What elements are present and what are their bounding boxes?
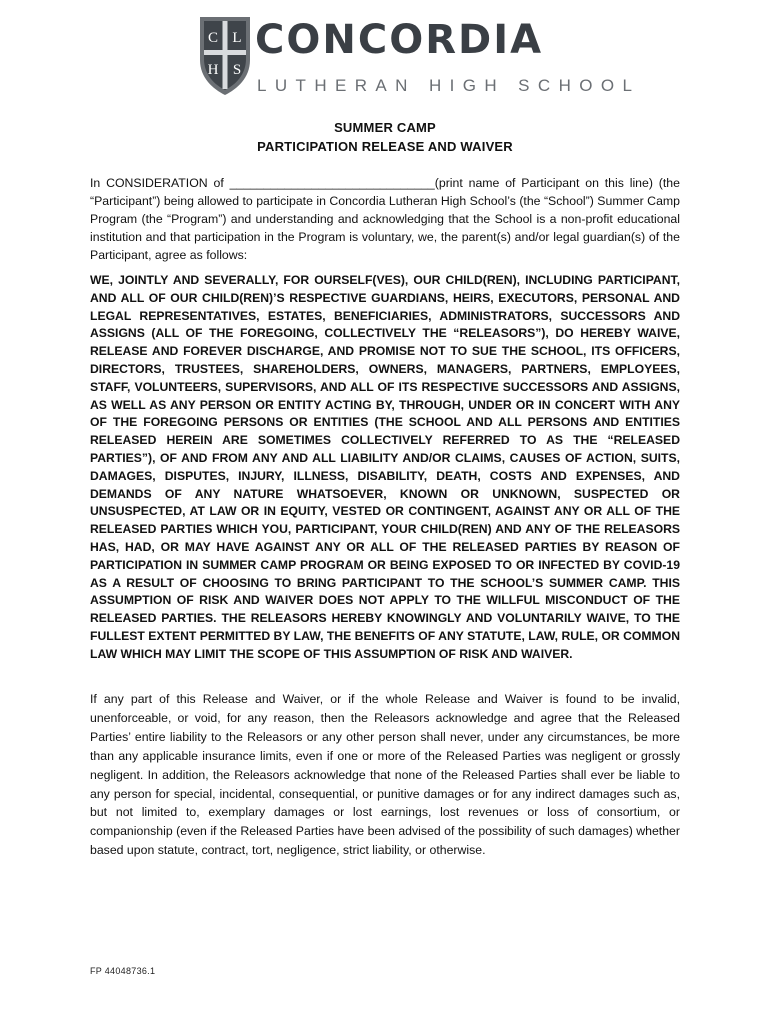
release-paragraph: WE, JOINTLY AND SEVERALLY, FOR OURSELF(VES), OUR CHILD(REN), INCLUDING PARTICIPANT, AND ALL OF OUR CHILD(REN)’S RESPECTIVE GUARDIANS, HEIRS, EXECUTORS, PERSONAL AND LEGAL REPRESENTATIVES, ESTATES, BENEFICIARIES, ADMINISTRATORS, SUCCESSORS AND ASSIGNS (ALL OF THE FOREGOING, COLLECTIVELY THE “RELEASORS”), DO HEREBY WAIVE, RELEASE AND FOREVER DISCHARGE, AND PROMISE NOT TO SUE THE SCHOOL, ITS OFFICERS, DIRECTORS, TRUSTEES, SHAREHOLDERS, OWNERS, MANAGERS, PARTNERS, EMPLOYEES, STAFF, VOLUNTEERS, SUPERVISORS, AND ALL OF ITS RESPECTIVE SUCCESSORS AND ASSIGNS, AS WELL AS ANY PERSON OR ENTITY ACTING BY, THROUGH, UNDER OR IN CONCERT WITH ANY OF THE FOREGOING PERSONS OR ENTITIES (THE SCHOOL AND ALL PERSONS AND ENTITIES RELEASED HEREIN ARE SOMETIMES COLLECTIVELY REFERRED TO AS THE “RELEASED PARTIES”), OF AND FROM ANY AND ALL LIABILITY AND/OR CLAIMS, CAUSES OF ACTION, SUITS, DAMAGES, DISPUTES, INJURY, ILLNESS, DISABILITY, DEATH, COSTS AND EXPENSES, AND DEMANDS OF ANY NATURE WHATSOEVER, KNOWN OR UNKNOWN, SUSPECTED OR UNSUSPECTED, AT LAW OR IN EQUITY, VESTED OR CONTINGENT, AGAINST ANY OR ALL OF THE RELEASED PARTIES WHICH YOU, PARTICIPANT, YOUR CHILD(REN) AND ANY OF THE RELEASORS HAS, HAD, OR MAY HAVE AGAINST ANY OR ALL OF THE RELEASED PARTIES BY REASON OF PARTICIPATION IN SUMMER CAMP PROGRAM OR BEING EXPOSED TO OR INFECTED BY COVID-19 AS A RESULT OF CHOOSING TO BRING PARTICIPANT TO THE SCHOOL’S SUMMER CAMP. THIS ASSUMPTION OF RISK AND WAIVER DOES NOT APPLY TO THE WILLFUL MISCONDUCT OF THE RELEASED PARTIES. THE RELEASORS HEREBY KNOWINGLY AND VOLUNTARILY WAIVE, TO THE FULLEST EXTENT PERMITTED BY LAW, THE BENEFITS OF ANY STATUTE, LAW, RULE, OR COMMON LAW WHICH MAY LIMIT THE SCOPE OF THIS ASSUMPTION OF RISK AND WAIVER. bbox=[90, 273, 680, 661]
liability-paragraph: If any part of this Release and Waiver, or if the whole Release and Waiver is found to be invalid, unenforceable, or void, for any reason, then the Releasors acknowledge and agree that the Released Parties’ entire liability to the Releasors or any other person shall never, under any circumstances, be more than any applicable insurance limits, even if one or more of the Released Parties was negligent or grossly negligent. In addition, the Releasors acknowledge that none of the Released Parties shall ever be liable to any person for special, incidental, consequential, or punitive damages or for any indirect damages such as, but not limited to, exemplary damages or lost earnings, lost revenues or loss of consortium, or companionship (even if the Released Parties have been advised of the possibility of such damages) whether based upon statute, contract, tort, negligence, strict liability, or otherwise. bbox=[90, 692, 680, 858]
footer-code: FP 44048736.1 bbox=[90, 966, 156, 976]
school-subtitle: LUTHERAN HIGH SCHOOL bbox=[257, 76, 641, 95]
svg-text:C: C bbox=[207, 30, 219, 46]
svg-text:S: S bbox=[232, 62, 242, 78]
school-name: CONCORDIA bbox=[255, 17, 544, 63]
consideration-paragraph: In CONSIDERATION of ______________________________(print name of Participant on this line) (the “Participant”) being allowed to participate in Concordia Lutheran High School’s (the “School”) Summer Camp Program (the “Program”) and understanding and acknowledging that the School is a non-profit educational institution and that participation in the Program is voluntary, we, the parent(s) and/or legal guardian(s) of the Participant, agree as follows: bbox=[90, 176, 680, 262]
svg-text:L: L bbox=[232, 30, 242, 46]
document-title: SUMMER CAMP bbox=[334, 120, 436, 135]
document-subtitle: PARTICIPATION RELEASE AND WAIVER bbox=[257, 139, 513, 154]
shield-icon bbox=[197, 14, 253, 98]
svg-text:H: H bbox=[207, 62, 219, 78]
school-logo bbox=[197, 14, 641, 100]
